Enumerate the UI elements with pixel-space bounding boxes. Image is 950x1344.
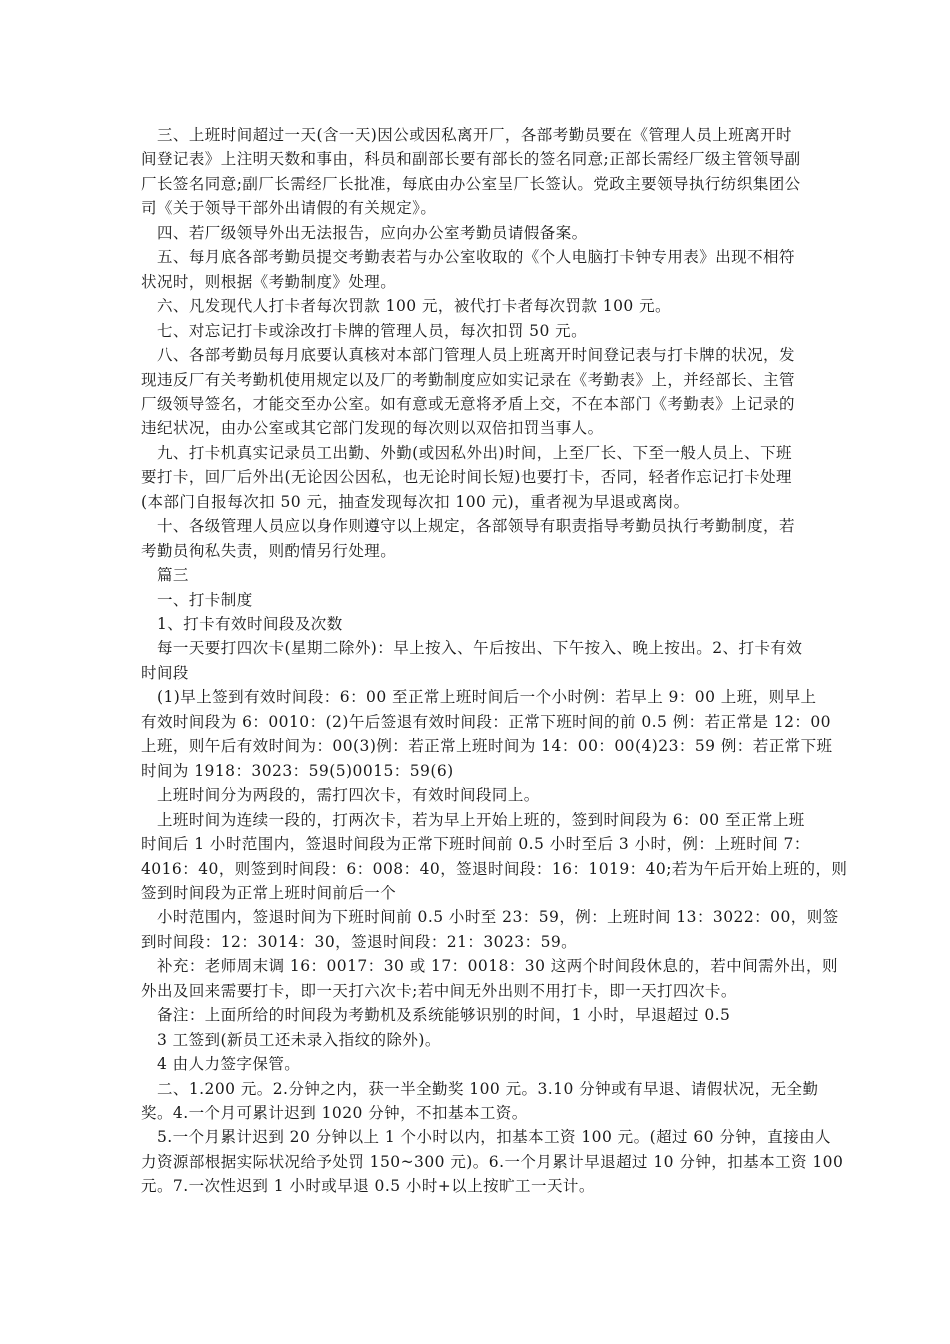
text-line: 小时范围内，签退时间为下班时间前 0.5 小时至 23：59，例：上班时间 13：3022：00，则签 — [141, 908, 839, 927]
text-line: 有效时间段为 6：0010：(2)午后签退有效时间段：正常下班时间的前 0.5 例：若正常是 12：00 — [141, 712, 831, 731]
text-line: 二、1.200 元。2.分钟之内，获一半全勤奖 100 元。3.10 分钟或有早退、请假状况，无全勤 — [141, 1079, 819, 1098]
text-line: 篇三 — [141, 566, 189, 585]
text-line: 补充：老师周末调 16：0017：30 或 17：0018：30 这两个时间段休息的，若中间需外出，则 — [141, 957, 838, 976]
text-line: 状况时，则根据《考勤制度》处理。 — [141, 272, 397, 291]
text-line: 元。7.一次性迟到 1 小时或早退 0.5 小时+以上按旷工一天计。 — [141, 1177, 595, 1196]
text-line: 厂长签名同意;副厂长需经厂长批准，每底由办公室呈厂长签认。党政主要领导执行纺织集团公 — [141, 174, 801, 193]
text-line: 八、各部考勤员每月底要认真核对本部门管理人员上班离开时间登记表与打卡牌的状况，发 — [141, 346, 795, 365]
text-line: 奖。4.一个月可累计迟到 1020 分钟，不扣基本工资。 — [141, 1104, 528, 1122]
text-line: 每一天要打四次卡(星期二除外)：早上按入、午后按出、下午按入、晚上按出。2、打卡有效 — [141, 639, 803, 658]
text-line: 司《关于领导干部外出请假的有关规定》。 — [141, 199, 437, 218]
text-line: 厂级领导签名，才能交至办公室。如有意或无意将矛盾上交，不在本部门《考勤表》上记录的 — [141, 394, 795, 413]
text-line: 上班时间分为两段的，需打四次卡，有效时间段同上。 — [141, 786, 540, 805]
text-line: 时间为 1918：3023：59(5)0015：59(6) — [141, 761, 454, 780]
text-line: 到时间段：12：3014：30，签退时间段：21：3023：59。 — [141, 932, 578, 951]
text-line: 七、对忘记打卡或涂改打卡牌的管理人员，每次扣罚 50 元。 — [141, 321, 588, 340]
text-line: 违纪状况，由办公室或其它部门发现的每次则以双倍扣罚当事人。 — [141, 419, 604, 438]
text-line: 十、各级管理人员应以身作则遵守以上规定，各部领导有职责指导考勤员执行考勤制度，若 — [141, 517, 795, 536]
text-line: 3 工签到(新员工还未录入指纹的除外)。 — [141, 1030, 441, 1049]
text-line: 现违反厂有关考勤机使用规定以及厂的考勤制度应如实记录在《考勤表》上，并经部长、主管 — [141, 370, 795, 389]
text-line: 间登记表》上注明天数和事由，科员和副部长要有部长的签名同意;正部长需经厂级主管领导副 — [141, 150, 801, 169]
text-line: 时间后 1 小时范围内，签退时间段为正常下班时间前 0.5 小时至后 3 小时，例：上班时间 7： — [141, 835, 810, 854]
text-line: 备注：上面所给的时间段为考勤机及系统能够识别的时间，1 小时，早退超过 0.5 — [141, 1006, 731, 1025]
text-line: 签到时间段为正常上班时间前后一个 — [141, 883, 397, 902]
text-line: 5.一个月累计迟到 20 分钟以上 1 个小时以内，扣基本工资 100 元。(超过 60 分钟，直接由人 — [141, 1128, 831, 1147]
text-line: 上班时间为连续一段的，打两次卡，若为早上开始上班的，签到时间段为 6：00 至正常上班 — [141, 810, 805, 829]
text-line: 1、打卡有效时间段及次数 — [141, 615, 343, 633]
text-line: 4 由人力签字保管。 — [141, 1055, 301, 1074]
text-line: 上班，则午后有效时间为：00(3)例：若正常上班时间为 14：00：00(4)23：59 例：若正常下班 — [141, 737, 833, 756]
text-line: 要打卡，回厂后外出(无论因公因私，也无论时间长短)也要打卡，否同，轻者作忘记打卡处理 — [141, 468, 792, 487]
text-line: 三、上班时间超过一天(含一天)因公或因私离开厂，各部考勤员要在《管理人员上班离开时 — [141, 126, 792, 144]
text-line: 九、打卡机真实记录员工出勤、外勤(或因私外出)时间，上至厂长、下至一般人员上、下班 — [141, 443, 792, 462]
text-line: 六、凡发现代人打卡者每次罚款 100 元，被代打卡者每次罚款 100 元。 — [141, 297, 671, 316]
text-line: 4016：40，则签到时间段：6：008：40，签退时间段：16：1019：40;若为午后开始上班的，则 — [141, 859, 848, 878]
text-line: 一、打卡制度 — [141, 590, 253, 609]
text-line: 五、每月底各部考勤员提交考勤表若与办公室收取的《个人电脑打卡钟专用表》出现不相符 — [141, 248, 795, 267]
text-line: 时间段 — [141, 663, 189, 682]
text-line: 考勤员徇私失责，则酌情另行处理。 — [141, 541, 397, 560]
text-line: 力资源部根据实际状况给予处罚 150~300 元)。6.一个月累计早退超过 10 分钟，扣基本工资 100 — [141, 1152, 844, 1171]
text-line: (1)早上签到有效时间段：6：00 至正常上班时间后一个小时例：若早上 9：00 上班，则早上 — [141, 688, 817, 707]
text-line: (本部门自报每次扣 50 元，抽查发现每次扣 100 元)，重者视为早退或离岗。 — [141, 492, 690, 511]
text-line: 四、若厂级领导外出无法报告，应向办公室考勤员请假备案。 — [141, 223, 588, 242]
text-line: 外出及回来需要打卡，即一天打六次卡;若中间无外出则不用打卡，即一天打四次卡。 — [141, 981, 737, 1000]
